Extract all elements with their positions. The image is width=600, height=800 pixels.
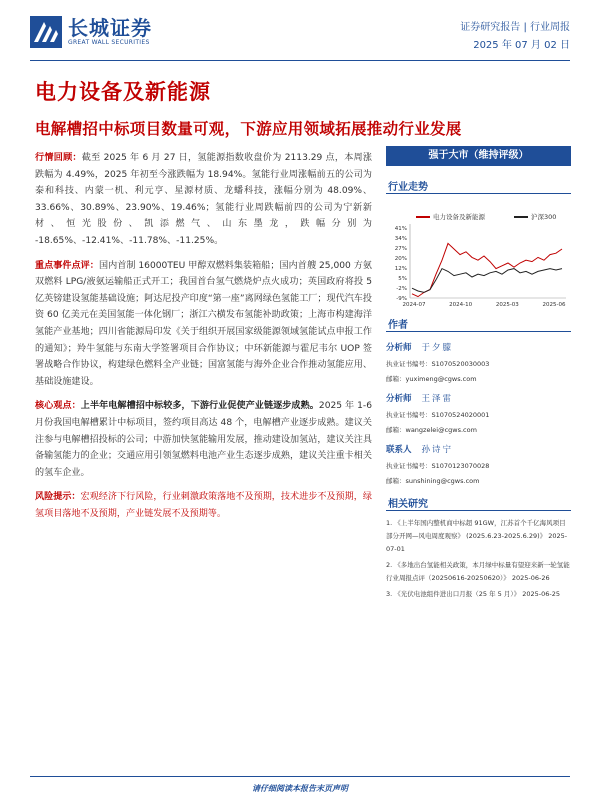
author-role: 分析师 bbox=[386, 394, 412, 404]
related-item[interactable]: 3. 《光伏电池组件进出口月报（25 年 5 月）》 2025-06-25 bbox=[386, 590, 560, 598]
market-review-paragraph bbox=[35, 150, 372, 250]
legend-label-1: 电力设备及新能源 bbox=[433, 213, 485, 221]
trend-chart bbox=[386, 198, 571, 308]
x-tick-label: 2025-03 bbox=[495, 302, 519, 308]
footer-disclaimer: 请仔细阅读本报告末页声明 bbox=[252, 784, 348, 793]
core-view-bold: 上半年电解槽招中标较多，下游行业促使产业链逐步成熟。 bbox=[80, 401, 319, 412]
author-cert: 执业证书编号：S1070524020001 bbox=[386, 411, 490, 419]
related-item[interactable]: 1. 《上半年国内整机商中标超 91GW，江苏首个千亿海风项目部分开网—风电周度观察》 (2025.6.23-2025.6.29)》 2025-07-01 bbox=[386, 519, 568, 553]
core-view-text: 2025 年 1-6 月份我国电解槽累计中标项目，签约项目高达 48 个，电解槽产业逐步成熟。建议关注参与电解槽招投标的公司；中游加快氢能输用发展，推动建设加氢站，建议关注具备输氢能力的企业；交通应用引领氢燃料电池产业生态逐步成熟，建议关注重卡相关的氢车企业。 bbox=[35, 401, 372, 478]
market-review-text: 截至 2025 年 6 月 27 日，氢能源指数收盘价为 2113.29 点，本周涨跌幅为 4.49%，2025 年初至今涨跌幅为 18.94%。氢能行业周涨幅前五的公司为泰和科技、内蒙一机、利元亨、星源材质、龙蟠科技，涨幅分别为 48.09%、33.66%、30.89%、23.90%、19.46%；氢能行业周跌幅前四的公司为宁新新材、恒光股份、凯添燃气、山东墨龙，跌幅分别为 -18.65%、-12.41%、-11.78%、-11.25%。 bbox=[35, 153, 372, 246]
author-block-1 bbox=[386, 341, 571, 383]
y-tick-label: 34% bbox=[394, 236, 407, 242]
legend-label-2: 沪深300 bbox=[531, 213, 557, 221]
x-tick-label: 2025-06 bbox=[542, 302, 566, 308]
y-tick-label: -9% bbox=[396, 296, 407, 302]
risk-label: 风险提示： bbox=[35, 492, 81, 503]
related-list bbox=[386, 517, 571, 601]
legend-swatch-1 bbox=[416, 216, 430, 218]
risk-paragraph bbox=[35, 489, 372, 522]
legend-swatch-2 bbox=[514, 216, 528, 218]
legend-series-2 bbox=[514, 212, 556, 221]
related-item[interactable]: 2. 《多地出台氢能相关政策，本月绿中标量有望迎来新一轮氢能行业周报点评（20250616-20250620）》 2025-06-26 bbox=[386, 561, 570, 582]
trend-section-title: 行业走势 bbox=[386, 178, 571, 194]
key-events-label: 重点事件点评： bbox=[35, 260, 99, 271]
risk-text: 宏观经济下行风险，行业刺激政策落地不及预期，技术进步不及预期，绿氢项目落地不及预期，产业链发展不及预期等。 bbox=[35, 492, 372, 519]
author-name: 王泽雷 bbox=[421, 394, 454, 404]
footer-divider bbox=[30, 776, 570, 777]
y-tick-label: 27% bbox=[394, 246, 407, 252]
x-tick-label: 2024-07 bbox=[402, 302, 426, 308]
company-logo bbox=[30, 12, 165, 52]
report-headline: 电解槽招中标项目数量可观，下游应用领域拓展推动行业发展 bbox=[35, 120, 462, 138]
market-review-label: 行情回顾： bbox=[35, 153, 82, 163]
y-tick-label: 12% bbox=[394, 266, 407, 272]
core-view-label: 核心观点： bbox=[35, 401, 81, 412]
author-role: 联系人 bbox=[386, 445, 412, 455]
x-tick-label: 2024-10 bbox=[449, 302, 473, 308]
report-date: 2025 年 07 月 02 日 bbox=[473, 40, 570, 51]
key-events-paragraph bbox=[35, 258, 372, 391]
author-role: 分析师 bbox=[386, 343, 412, 353]
author-email[interactable]: 邮箱：wangzelei@cgws.com bbox=[386, 426, 477, 434]
main-content bbox=[35, 150, 372, 530]
industry-title: 电力设备及新能源 bbox=[35, 79, 211, 104]
sidebar bbox=[386, 146, 571, 604]
authors-section-title: 作者 bbox=[386, 316, 571, 332]
author-block-3 bbox=[386, 443, 571, 485]
rating-badge: 强于大市（维持评级） bbox=[386, 146, 571, 166]
author-block-2 bbox=[386, 392, 571, 434]
report-type: 证券研究报告 | 行业周报 bbox=[460, 22, 570, 33]
y-tick-label: 5% bbox=[398, 276, 407, 282]
core-view-paragraph bbox=[35, 398, 372, 481]
author-email[interactable]: 邮箱：sunshining@cgws.com bbox=[386, 477, 480, 485]
y-tick-label: 20% bbox=[394, 256, 407, 262]
author-name: 于夕朦 bbox=[421, 343, 454, 353]
author-email[interactable]: 邮箱：yuximeng@cgws.com bbox=[386, 375, 477, 383]
y-tick-label: 41% bbox=[394, 226, 407, 232]
series-line-2 bbox=[412, 269, 562, 293]
related-section-title: 相关研究 bbox=[386, 495, 571, 511]
author-cert: 执业证书编号：S1070520030003 bbox=[386, 360, 490, 368]
author-name: 孙诗宁 bbox=[421, 445, 454, 455]
author-cert: 执业证书编号：S1070123070028 bbox=[386, 462, 490, 470]
page-header bbox=[0, 0, 600, 60]
logo-en-text: GREAT WALL SECURITIES bbox=[68, 39, 150, 46]
series-line-1 bbox=[412, 243, 562, 296]
logo-mark-icon bbox=[30, 16, 62, 48]
y-tick-label: -2% bbox=[396, 286, 407, 292]
legend-series-1 bbox=[416, 212, 485, 221]
key-events-text: 国内首制 16000TEU 甲醇双燃料集装箱船；国内首艘 25,000 方氨双燃料 LPG/液氨运输船正式开工；我国首台氢气燃烧炉点火成功；英国政府将投 5 亿英镑建设氢能基础设施；阿达尼投产印度“第一座”离网绿色氢能工厂；现代汽车投资 60 亿美元在美国氢能一体化钢厂；浙江六横发布氢能补助政策；上海市构建海洋氢能产业基地；四川省能源局印发《关于组织开展国家级能源领域氢能试点申报工作的通知》；羚牛氢能与东南大学签署项目合作协议；中环新能源与霍尼韦尔 UOP 签署战略合作协议，构建绿色燃料全产业链；国富氢能与海外企业合作推动氢能应用、基础设施建设。 bbox=[35, 260, 372, 387]
header-divider bbox=[30, 60, 570, 61]
logo-cn-text: 长城证券 bbox=[68, 16, 152, 40]
